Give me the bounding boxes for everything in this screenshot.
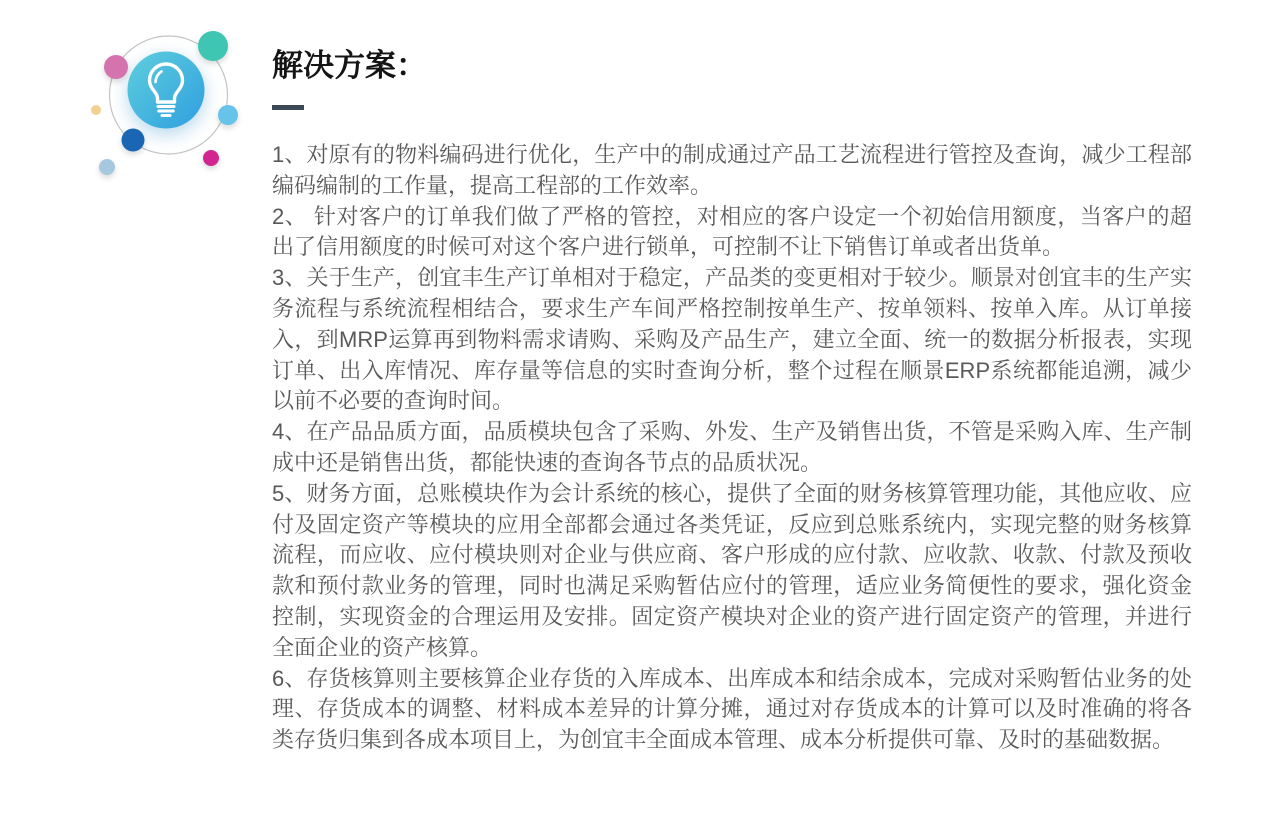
page-title: 解决方案： xyxy=(272,48,427,83)
paragraph-3: 3、关于生产，创宜丰生产订单相对于稳定，产品类的变更相对于较少。顺景对创宜丰的生产实务流程与系统流程相结合，要求生产车间严格控制按单生产、按单领料、按单入库。从订单接入，到MRP运算再到物料需求请购、采购及产品生产，建立全面、统一的数据分析报表，实现订单、出入库情况、库存量等信息的实时查询分析，整个过程在顺景ERP系统都能追溯，减少以前不必要的查询时间。 xyxy=(272,265,1192,414)
paragraph-2: 2、 针对客户的订单我们做了严格的管控，对相应的客户设定一个初始信用额度，当客户的超出了信用额度的时候可对这个客户进行锁单，可控制不让下销售订单或者出货单。 xyxy=(272,203,1192,260)
solution-section xyxy=(272,46,1192,756)
paragraph-5: 5、财务方面，总账模块作为会计系统的核心，提供了全面的财务核算管理功能，其他应收、应付及固定资产等模块的应用全部都会通过各类凭证，反应到总账系统内，实现完整的财务核算流程，而应收、应付模块则对企业与供应商、客户形成的应付款、应收款、收款、付款及预收款和预付款业务的管理，同时也满足采购暂估应付的管理，适应业务简便性的要求，强化资金控制，实现资金的合理运用及安排。固定资产模块对企业的资产进行固定资产的管理，并进行全面企业的资产核算。 xyxy=(272,480,1192,660)
pink-dot-icon xyxy=(104,55,128,79)
paragraph-6: 6、存货核算则主要核算企业存货的入库成本、出库成本和结余成本，完成对采购暂估业务的处理、存货成本的调整、材料成本差异的计算分摊，通过对存货成本的计算可以及时准确的将各类存货归集到各成本项目上，为创宜丰全面成本管理、成本分析提供可靠、及时的基础数据。 xyxy=(272,665,1192,753)
paragraph-4: 4、在产品品质方面，品质模块包含了采购、外发、生产及销售出货，不管是采购入库、生产制成中还是销售出货，都能快速的查询各节点的品质状况。 xyxy=(272,419,1192,475)
paragraph-1: 1、对原有的物料编码进行优化，生产中的制成通过产品工艺流程进行管控及查询，减少工程部编码编制的工作量，提高工程部的工作效率。 xyxy=(272,142,1192,198)
steel-blue-dot-icon xyxy=(99,159,115,175)
lightbulb-badge xyxy=(88,25,253,187)
light-blue-dot-icon xyxy=(218,105,238,125)
dark-blue-dot-icon xyxy=(122,129,145,152)
yellow-dot-icon xyxy=(91,105,101,115)
magenta-dot-icon xyxy=(203,150,219,166)
title-underline xyxy=(272,105,304,110)
solution-paragraphs xyxy=(272,140,1192,756)
teal-dot-icon xyxy=(198,31,228,61)
